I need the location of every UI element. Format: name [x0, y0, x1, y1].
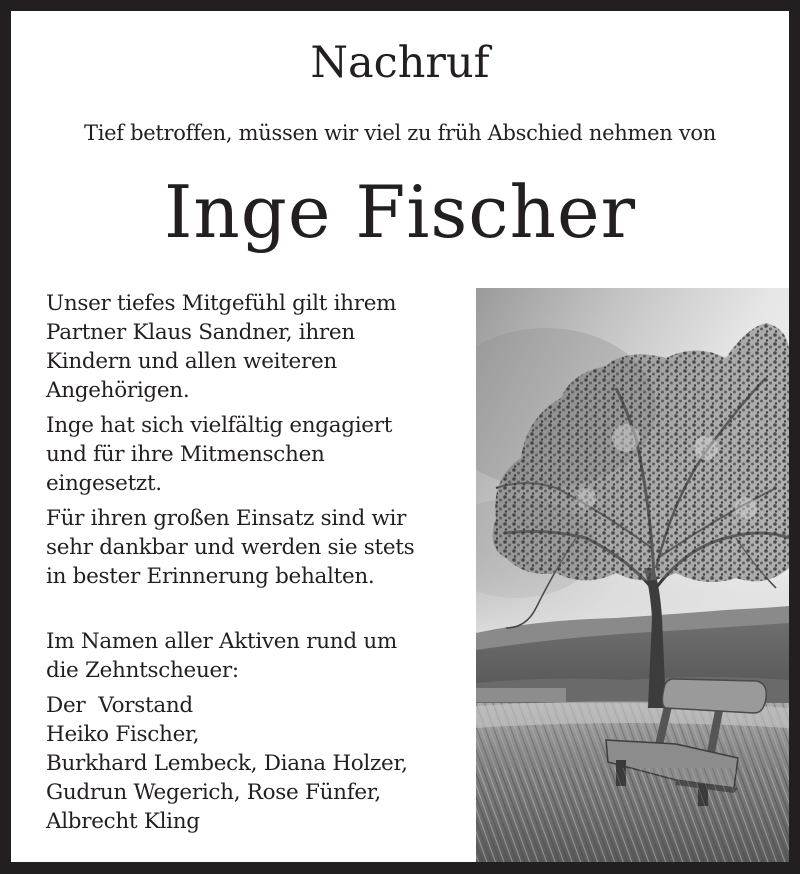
text-line: und für ihre Mitmenschen — [46, 442, 325, 467]
text-line: sehr dankbar und werden sie stets — [46, 535, 415, 560]
text-line: Unser tiefes Mitgefühl gilt ihrem — [46, 291, 397, 316]
signatory-line: Albrecht Kling — [46, 809, 200, 834]
on-behalf-paragraph — [46, 627, 476, 685]
signatory-line: Burkhard Lembeck, Diana Holzer, — [46, 751, 408, 776]
text-line: Angehörigen. — [46, 378, 190, 403]
tree-bench-landscape-image — [476, 288, 789, 862]
intro-text: Tief betroffen, müssen wir viel zu früh Abschied nehmen von — [84, 121, 716, 145]
text-line: Inge hat sich vielfältig engagiert — [46, 413, 393, 438]
gratitude-paragraph — [46, 504, 476, 591]
signatories — [46, 691, 476, 836]
text-line: in bester Erinnerung behalten. — [46, 564, 375, 589]
text-line: Kindern und allen weiteren — [46, 349, 337, 374]
engagement-paragraph — [46, 411, 476, 498]
signatory-line: Der Vorstand — [46, 693, 193, 718]
text-line: Für ihren großen Einsatz sind wir — [46, 506, 407, 531]
deceased-name: Inge Fischer — [163, 170, 637, 254]
text-line: Partner Klaus Sandner, ihren — [46, 320, 355, 345]
condolence-paragraph — [46, 289, 476, 405]
signatory-line: Heiko Fischer, — [46, 722, 200, 747]
text-line: eingesetzt. — [46, 471, 162, 496]
obituary-notice — [11, 11, 789, 862]
memorial-photo — [476, 288, 789, 862]
signatory-line: Gudrun Wegerich, Rose Fünfer, — [46, 780, 381, 805]
obituary-body — [46, 289, 476, 842]
text-line: Im Namen aller Aktiven rund um — [46, 629, 397, 654]
text-line: die Zehntscheuer: — [46, 658, 239, 683]
notice-title: Nachruf — [310, 38, 490, 88]
